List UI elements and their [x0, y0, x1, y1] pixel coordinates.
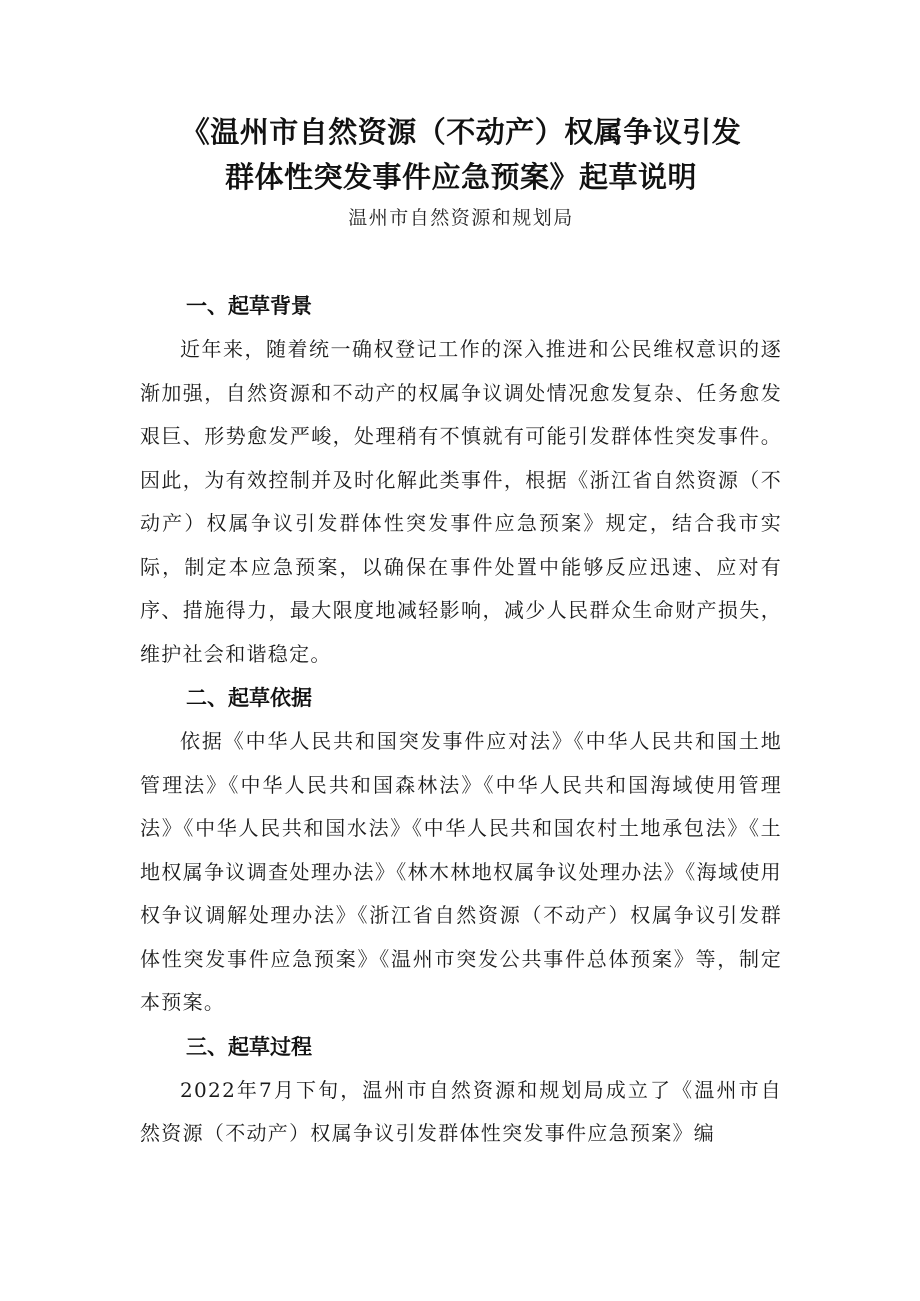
document-title: [140, 110, 782, 200]
section-heading: 二、起草依据: [186, 686, 312, 710]
document-author: 温州市自然资源和规划局: [348, 207, 574, 229]
section-body: 2022年7月下旬，温州市自然资源和规划局成立了《温州市自然资源（不动产）权属争议引发群体性突发事件应急预案》编: [140, 1077, 782, 1145]
section-basis: [140, 676, 782, 1025]
section-heading: 一、起草背景: [186, 294, 312, 318]
section-process: [140, 1025, 782, 1156]
title-line-1: 《温州市自然资源（不动产）权属争议引发: [180, 115, 742, 149]
title-line-2: 群体性突发事件应急预案》起草说明: [224, 160, 697, 194]
section-heading: 三、起草过程: [186, 1034, 312, 1059]
section-body: 近年来，随着统一确权登记工作的深入推进和公民维权意识的逐渐加强，自然资源和不动产的权属争议调处情况愈发复杂、任务愈发艰巨、形势愈发严峻，处理稍有不慎就有可能引发群体性突发事件。因此，为有效控制并及时化解此类事件，根据《浙江省自然资源（不动产）权属争议引发群体性突发事件应急预案》规定，结合我市实际，制定本应急预案，以确保在事件处置中能够反应迅速、应对有序、措施得力，最大限度地减轻影响，减少人民群众生命财产损失，维护社会和谐稳定。: [140, 337, 782, 666]
section-body: 依据《中华人民共和国突发事件应对法》《中华人民共和国土地管理法》《中华人民共和国森林法》《中华人民共和国海域使用管理法》《中华人民共和国水法》《中华人民共和国农村土地承包法》《土地权属争议调查处理办法》《林木林地权属争议处理办法》《海域使用权争议调解处理办法》《浙江省自然资源（不动产）权属争议引发群体性突发事件应急预案》《温州市突发公共事件总体预案》等，制定本预案。: [140, 729, 782, 1014]
section-background: [140, 284, 782, 676]
